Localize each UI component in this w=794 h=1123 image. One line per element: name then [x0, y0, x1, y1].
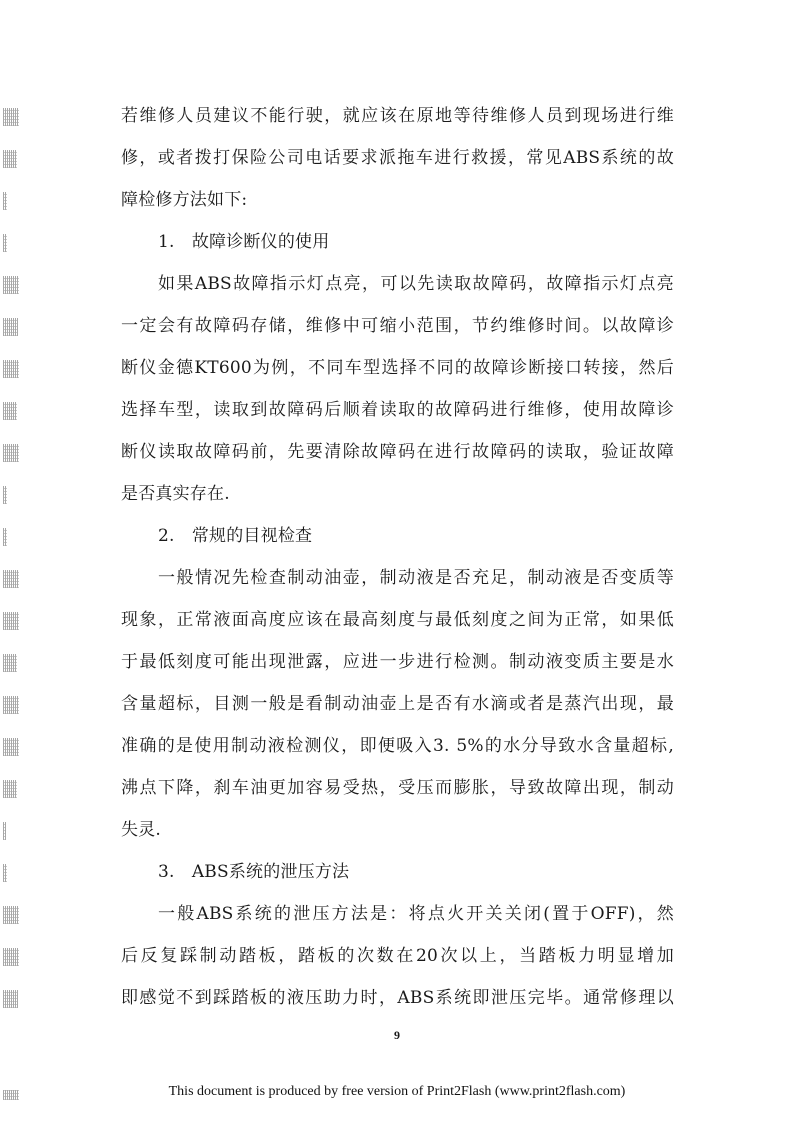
- body-line: 选择车型，读取到故障码后顺着读取的故障码进行维修，使用故障诊: [121, 400, 674, 420]
- margin-mark: [3, 906, 19, 924]
- body-line: 断仪金德KT600为例，不同车型选择不同的故障诊断接口转接，然后: [121, 358, 674, 378]
- margin-mark: [3, 318, 18, 336]
- body-line: 一般情况先检查制动油壶，制动液是否充足，制动液是否变质等: [158, 568, 674, 588]
- body-line: 于最低刻度可能出现泄露，应进一步进行检测。制动液变质主要是水: [121, 652, 674, 672]
- margin-mark: [3, 528, 7, 546]
- body-line: 障检修方法如下:: [121, 190, 248, 210]
- margin-mark: [3, 990, 18, 1008]
- body-line: 修，或者拨打保险公司电话要求派拖车进行救援，常见ABS系统的故: [121, 148, 674, 168]
- body-line: 后反复踩制动踏板，踏板的次数在20次以上，当踏板力明显增加: [121, 946, 674, 966]
- margin-mark: [3, 360, 19, 378]
- footer-watermark-text: This document is produced by free version of Print2Flash (www.print2flash.com): [168, 1084, 626, 1099]
- margin-mark: [3, 822, 6, 840]
- margin-mark: [3, 780, 17, 798]
- body-line: 准确的是使用制动液检测仪，即便吸入3. 5%的水分导致水含量超标,: [121, 736, 674, 756]
- margin-mark: [3, 612, 19, 630]
- body-line: 断仪读取故障码前，先要清除故障码在进行故障码的读取，验证故障: [121, 442, 674, 462]
- margin-mark: [3, 108, 19, 126]
- body-line: 如果ABS故障指示灯点亮，可以先读取故障码，故障指示灯点亮: [158, 274, 674, 294]
- margin-mark: [3, 150, 17, 168]
- body-line: 沸点下降，刹车油更加容易受热，受压而膨胀，导致故障出现，制动: [121, 778, 674, 798]
- margin-mark: [3, 864, 7, 882]
- margin-mark: [3, 948, 19, 966]
- margin-mark: [3, 402, 17, 420]
- margin-mark: [3, 738, 19, 756]
- margin-mark: [3, 444, 19, 462]
- margin-mark: [3, 696, 19, 714]
- body-line: 是否真实存在.: [121, 484, 230, 504]
- section-heading: 3. ABS系统的泄压方法: [158, 862, 350, 882]
- body-line: 现象，正常液面高度应该在最高刻度与最低刻度之间为正常，如果低: [121, 610, 674, 630]
- section-heading: 1. 故障诊断仪的使用: [158, 232, 330, 252]
- body-line: 失灵.: [121, 820, 162, 840]
- page-number: 9: [394, 1028, 400, 1042]
- body-line: 若维修人员建议不能行驶，就应该在原地等待维修人员到现场进行维: [121, 106, 674, 126]
- body-line: 一般ABS系统的泄压方法是：将点火开关关闭(置于OFF)，然: [158, 904, 674, 924]
- body-line: 含量超标，目测一般是看制动油壶上是否有水滴或者是蒸汽出现，最: [121, 694, 674, 714]
- body-line: 即感觉不到踩踏板的液压助力时，ABS系统即泄压完毕。通常修理以: [121, 988, 674, 1008]
- margin-mark: [3, 654, 17, 672]
- body-line: 一定会有故障码存储，维修中可缩小范围，节约维修时间。以故障诊: [121, 316, 674, 336]
- margin-mark: [3, 276, 19, 294]
- section-heading: 2. 常规的目视检查: [158, 526, 313, 546]
- margin-mark: [3, 486, 7, 504]
- margin-mark: [3, 234, 7, 252]
- margin-mark: [3, 570, 19, 588]
- margin-mark: [3, 192, 7, 210]
